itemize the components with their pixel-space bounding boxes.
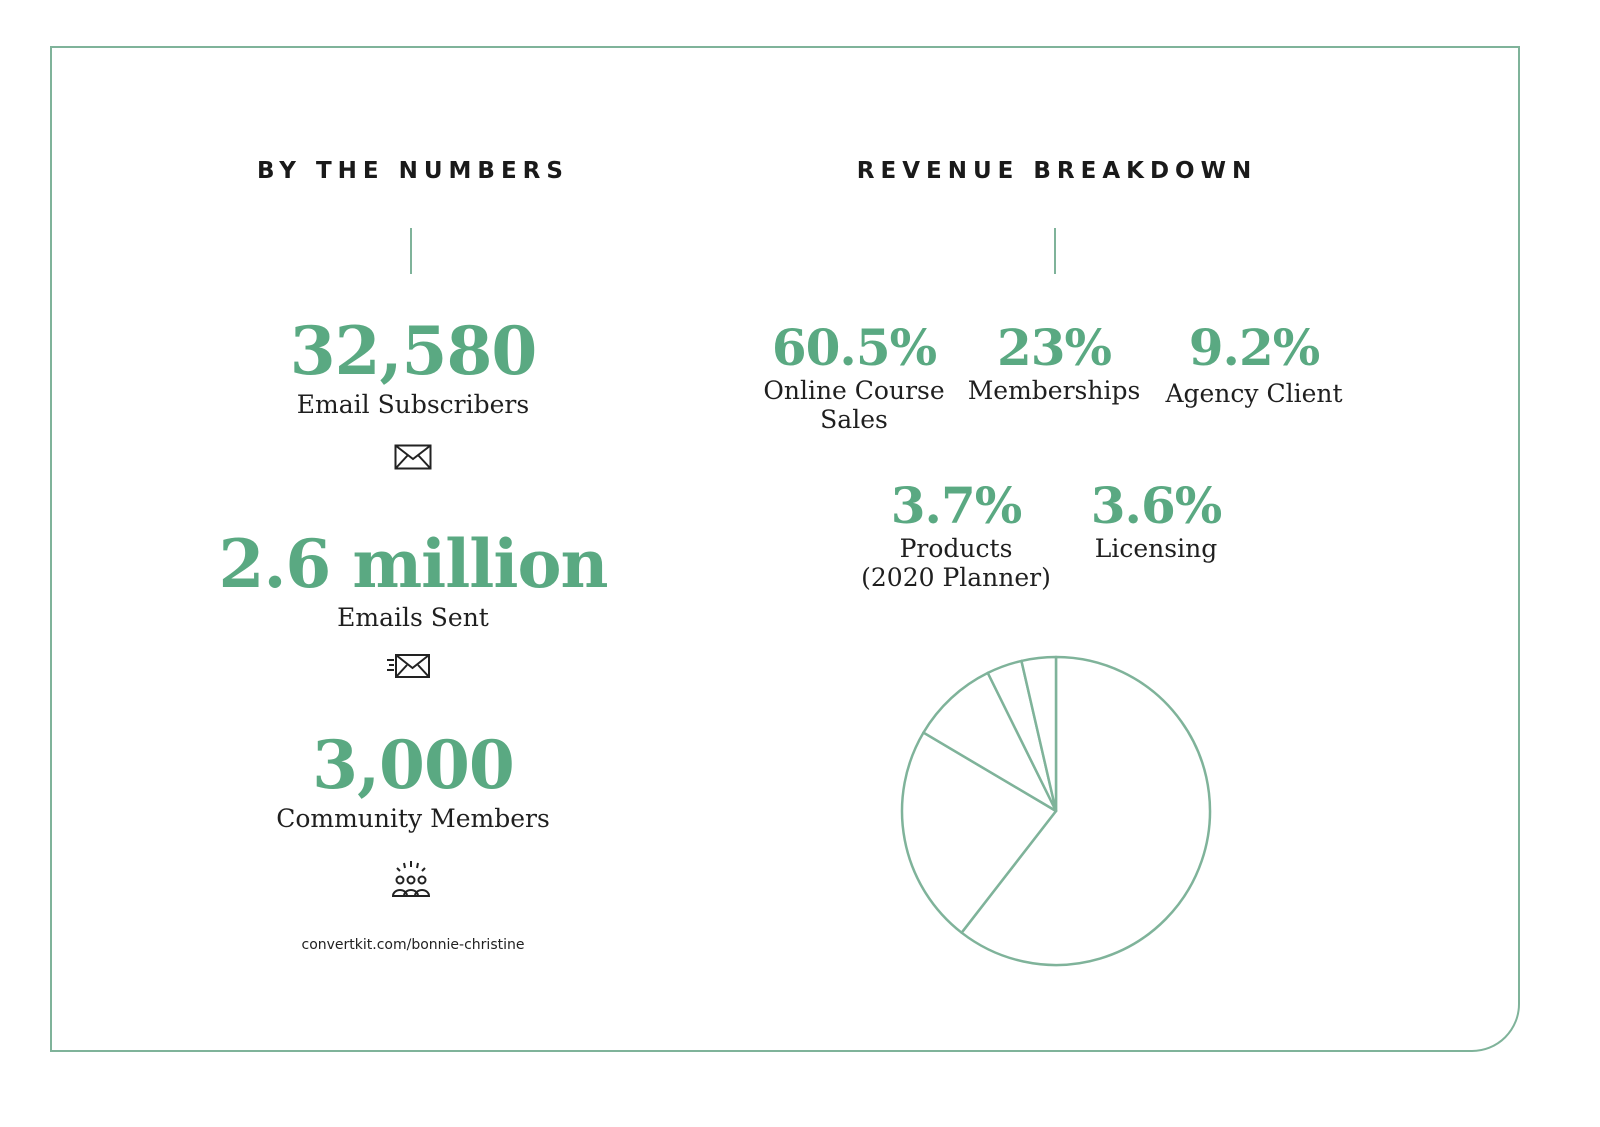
- stat-emails-sent: [219, 525, 608, 632]
- revenue-breakdown-heading: REVENUE BREAKDOWN: [856, 158, 1258, 184]
- right-divider-line: [1054, 228, 1056, 274]
- category-label-licensing: Licensing: [1094, 534, 1218, 563]
- category-label-agency-client: Agency Client: [1165, 379, 1343, 408]
- stat-value: 2.6 million: [218, 525, 608, 603]
- category-label-memberships: Memberships: [967, 376, 1141, 405]
- data-label-memberships: 23%: [996, 318, 1112, 377]
- stat-email-subscribers: [290, 312, 537, 419]
- revenue-item-memberships: [968, 320, 1141, 405]
- stat-label: Emails Sent: [337, 603, 489, 632]
- category-label-online-course: Online Course Sales: [763, 376, 945, 434]
- left-divider-line: [410, 228, 412, 274]
- stat-value: 32,580: [289, 312, 537, 390]
- stat-value: 3,000: [312, 726, 514, 804]
- revenue-item-products: [861, 478, 1051, 592]
- stat-label: Community Members: [276, 804, 550, 833]
- category-label-products: Products (2020 Planner): [861, 534, 1051, 592]
- data-label-products: 3.7%: [890, 476, 1022, 535]
- stat-community-members: [276, 726, 550, 833]
- envelope-icon: [394, 444, 432, 474]
- by-the-numbers-heading: BY THE NUMBERS: [257, 158, 569, 184]
- data-label-licensing: 3.6%: [1090, 476, 1222, 535]
- community-group-icon: [389, 860, 433, 904]
- revenue-item-licensing: [1091, 478, 1222, 563]
- convertkit-url[interactable]: convertkit.com/bonnie-christine: [301, 937, 525, 953]
- revenue-pie-chart: [890, 645, 1222, 977]
- sending-envelope-icon: [386, 653, 432, 683]
- data-label-online-course: 60.5%: [771, 318, 937, 377]
- revenue-item-online-course: [763, 320, 944, 434]
- data-label-agency-client: 9.2%: [1188, 318, 1320, 377]
- revenue-item-agency-client: [1165, 320, 1342, 408]
- stat-label: Email Subscribers: [296, 390, 530, 419]
